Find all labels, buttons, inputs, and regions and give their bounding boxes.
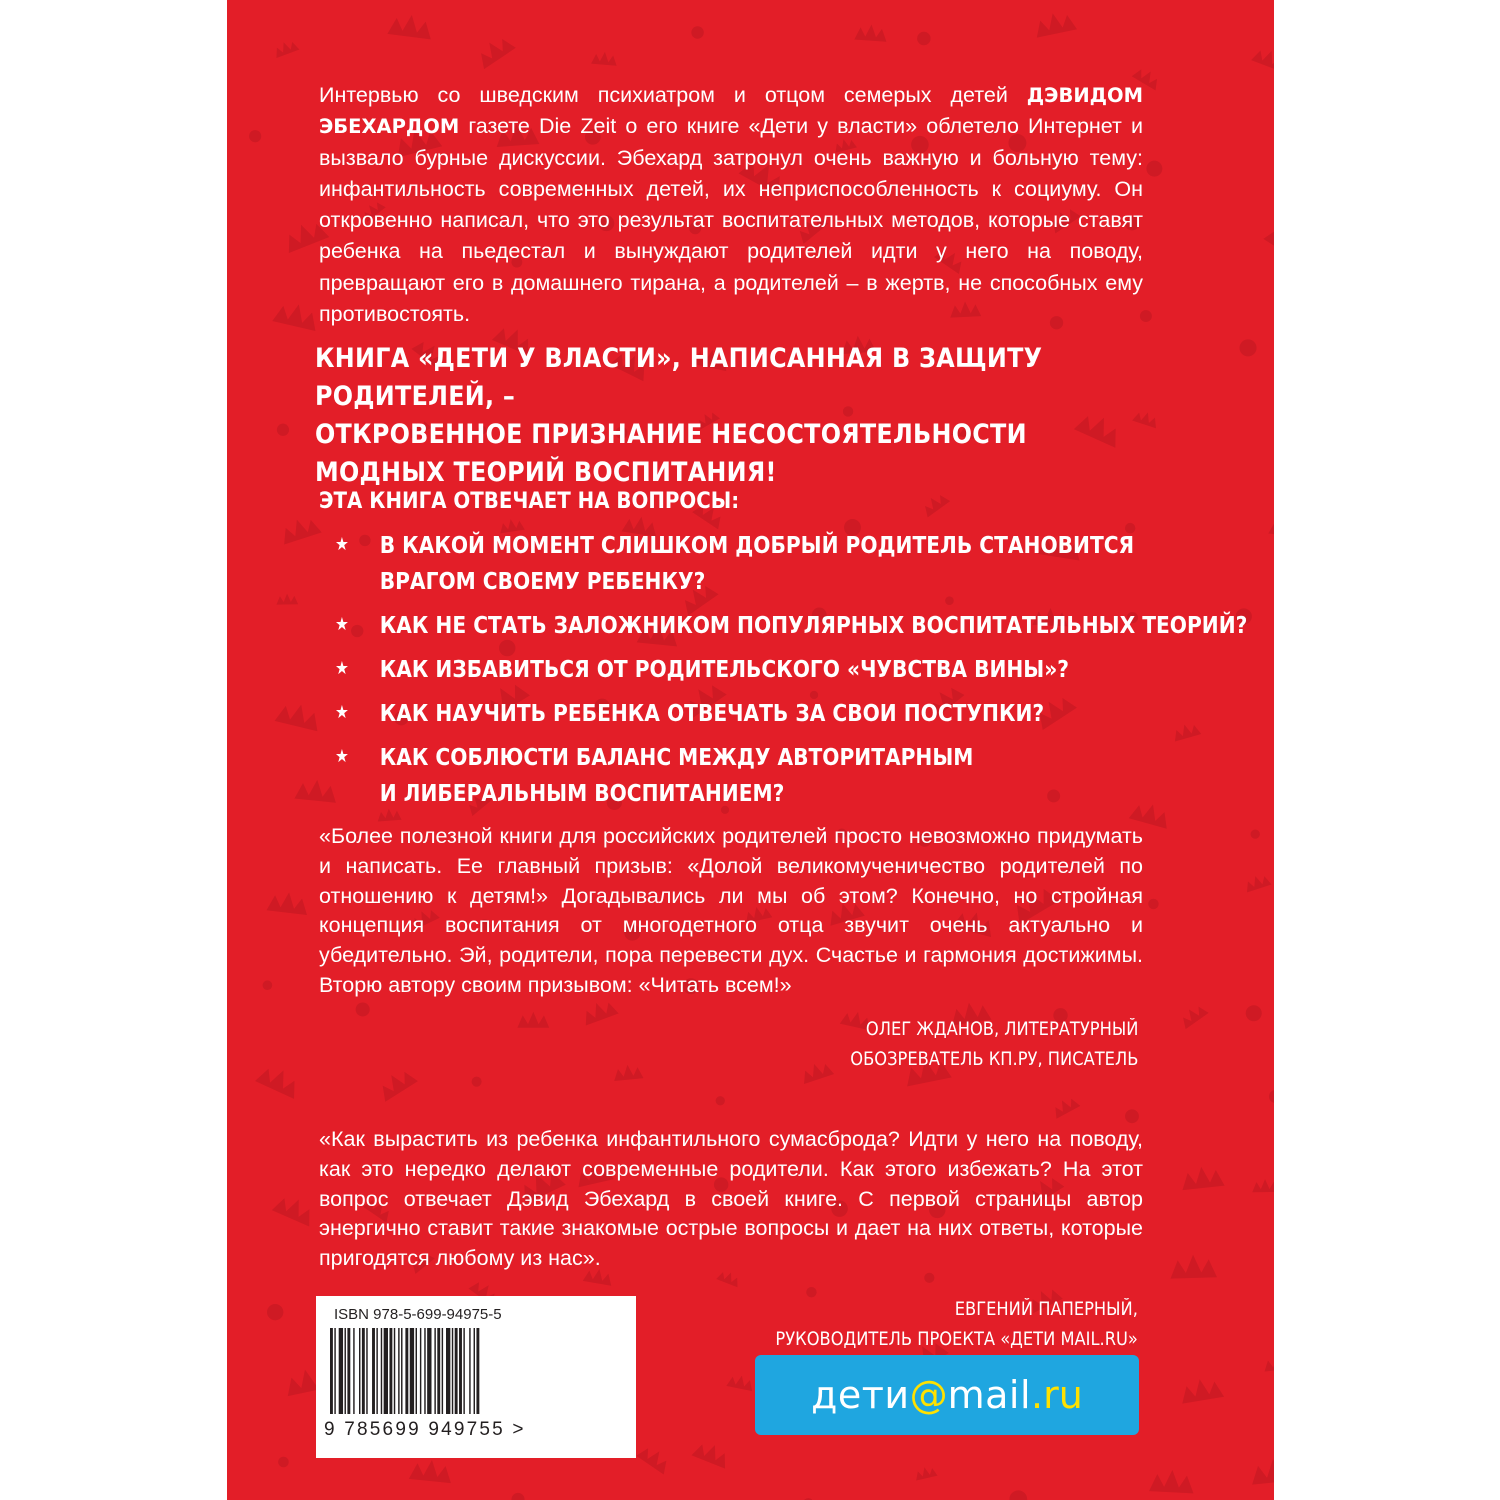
author-name: ДЭВИДОМ ЭБЕХАРДОМ [319, 84, 1143, 139]
crown-shape [1263, 1355, 1274, 1371]
star-icon: ★ [335, 614, 349, 635]
dot-shape [267, 1304, 283, 1320]
crown-shape [294, 778, 338, 803]
crown-shape [1033, 9, 1077, 38]
crown-shape [920, 490, 951, 518]
dot-shape [1269, 1090, 1274, 1103]
crown-shape [580, 997, 619, 1025]
crown-shape [267, 890, 310, 915]
dot-shape [277, 424, 289, 436]
crown-shape [726, 1373, 754, 1391]
dot-shape [263, 980, 273, 990]
crown-shape [276, 593, 298, 604]
dot-shape [917, 32, 930, 45]
review-quote-2: «Как вырастить из ребенка инфантильного сумасброда? Идти у него на поводу, как это нередко делают современные родители. Как этого избежать? На этот вопрос отвечает Дэвид Эбехард в своей книге. С первой страницы автор энергично ставит такие знакомые острые вопросы и дает на них ответы, которые пригодятся любому из нас». [319, 1127, 1143, 1271]
questions-heading: ЭТА КНИГА ОТВЕЧАЕТ НА ВОПРОСЫ: [319, 488, 740, 514]
dot-shape [691, 26, 703, 38]
dot-shape [356, 1002, 370, 1016]
crown-shape [1243, 872, 1272, 892]
intro-paragraph: Интервью со шведским психиатром и отцом семерых детей ДЭВИДОМ ЭБЕХАРДОМ газете Die Zeit о его книге «Дети у власти» облетело Интернет и вызвало бурные дискуссии. Эбехард затронул очень важную и больную тему: инфантильность современных детей, их неприспособленность к социуму. Он откровенно написал, что это результат воспитательных методов, которые ставят ребенка на пьедестал и вынуждают родителей идти у него на поводу, превращают его в домашнего тирана, а родителей – в жертв, не способных ему противостоять. [319, 83, 1143, 327]
dot-shape [472, 1077, 482, 1087]
review-author-1: ОЛЕГ ЖДАНОВ, ЛИТЕРАТУРНЫЙ ОБОЗРЕВАТЕЛЬ КП.РУ, ПИСАТЕЛЬ [849, 1019, 1138, 1070]
crown-shape [691, 1438, 731, 1468]
headline-line-1: КНИГА «ДЕТИ У ВЛАСТИ», НАПИСАННАЯ В ЗАЩИТУ РОДИТЕЛЕЙ, – [315, 343, 1043, 412]
dot-shape [1125, 1109, 1139, 1123]
crown-shape [375, 1065, 418, 1102]
star-icon: ★ [335, 746, 349, 767]
crown-shape [1263, 224, 1274, 258]
crown-shape [1250, 1457, 1274, 1485]
crown-shape [1252, 1179, 1274, 1192]
headline-line-2: ОТКРОВЕННОЕ ПРИЗНАНИЕ НЕСОСТОЯТЕЛЬНОСТИ [315, 419, 1027, 450]
crown-shape [255, 1061, 303, 1098]
crown-shape [1177, 1001, 1208, 1029]
questions-list [335, 527, 1247, 819]
crown-shape [1180, 1165, 1224, 1191]
question-item: ★ КАК НАУЧИТЬ РЕБЕНКА ОТВЕЧАТЬ ЗА СВОИ ПОСТУПКИ? [335, 695, 1247, 731]
crown-shape [1050, 1094, 1080, 1119]
dot-shape [1009, 1490, 1027, 1500]
crown-shape [272, 38, 299, 58]
crown-shape [1268, 520, 1274, 537]
headline [315, 340, 1089, 492]
barcode-bars [330, 1328, 525, 1414]
crown-shape [517, 1012, 549, 1028]
dot-shape [249, 130, 261, 142]
isbn-number: ISBN 978-5-699-94975-5 [334, 1306, 502, 1323]
crown-shape [591, 51, 618, 66]
crown-shape [1149, 1469, 1195, 1493]
dot-shape [924, 1273, 934, 1283]
crown-shape [387, 12, 433, 39]
crown-shape [473, 32, 515, 69]
question-item: ★ КАК СОБЛЮСТИ БАЛАНС МЕЖДУ АВТОРИТАРНЫМ И ЛИБЕРАЛЬНЫМ ВОСПИТАНИЕМ? [335, 739, 1247, 811]
dot-shape [278, 1457, 289, 1468]
dot-shape [1251, 829, 1260, 838]
crown-shape [275, 699, 323, 731]
crown-shape [1132, 409, 1160, 429]
crown-shape [278, 514, 322, 545]
crown-shape [613, 1063, 644, 1081]
crown-shape [1179, 1376, 1224, 1404]
dot-shape [511, 1493, 524, 1500]
crown-shape [854, 23, 887, 41]
question-item: ★ КАК НЕ СТАТЬ ЗАЛОЖНИКОМ ПОПУЛЯРНЫХ ВОСПИТАТЕЛЬНЫХ ТЕОРИЙ? [335, 607, 1247, 643]
deti-mail-ru-logo: дети @ mail .ru [755, 1355, 1139, 1435]
barcode-digits: 9 785699 949755 > [324, 1419, 526, 1440]
headline-line-3: МОДНЫХ ТЕОРИЙ ВОСПИТАНИЯ! [315, 457, 777, 488]
crown-shape [409, 1458, 453, 1483]
review-author-2: ЕВГЕНИЙ ПАПЕРНЫЙ, РУКОВОДИТЕЛЬ ПРОЕКТА «ДЕТИ MAIL.RU» [775, 1299, 1138, 1350]
crown-shape [636, 1442, 673, 1474]
question-item: ★ В КАКОЙ МОМЕНТ СЛИШКОМ ДОБРЫЙ РОДИТЕЛЬ СТАНОВИТСЯ ВРАГОМ СВОЕМУ РЕБЕНКУ? [335, 527, 1247, 599]
dot-shape [716, 1096, 725, 1105]
star-icon: ★ [335, 534, 349, 555]
dot-shape [1239, 339, 1256, 356]
crown-shape [1251, 45, 1274, 71]
crown-shape [272, 1191, 318, 1226]
crown-shape [914, 1465, 938, 1481]
star-icon: ★ [335, 702, 349, 723]
book-back-cover [227, 0, 1274, 1500]
crown-shape [1170, 1254, 1217, 1279]
crown-shape [272, 299, 320, 330]
dot-shape [1246, 1005, 1262, 1021]
dot-shape [1148, 899, 1158, 909]
eksmo-e-logo-icon [547, 1336, 619, 1412]
review-quote-1: «Более полезной книги для российских родителей просто невозможно придумать и написать. Ее главный призыв: «Долой великомученичество родителей по отношению к детям!» Догадывались ли мы об этом? Конечно, но стройная концепция воспитания от многодетного отца звучит очень актуально и убедительно. Эй, родители, пора перевести дух. Счастье и гармония достижимы. Вторю автору своим призывом: «Читать всем!» [319, 824, 1143, 997]
star-icon: ★ [335, 658, 349, 679]
dot-shape [1146, 161, 1162, 177]
question-item: ★ КАК ИЗБАВИТЬСЯ ОТ РОДИТЕЛЬСКОГО «ЧУВСТВА ВИНЫ»? [335, 651, 1247, 687]
crown-shape [799, 1059, 834, 1084]
